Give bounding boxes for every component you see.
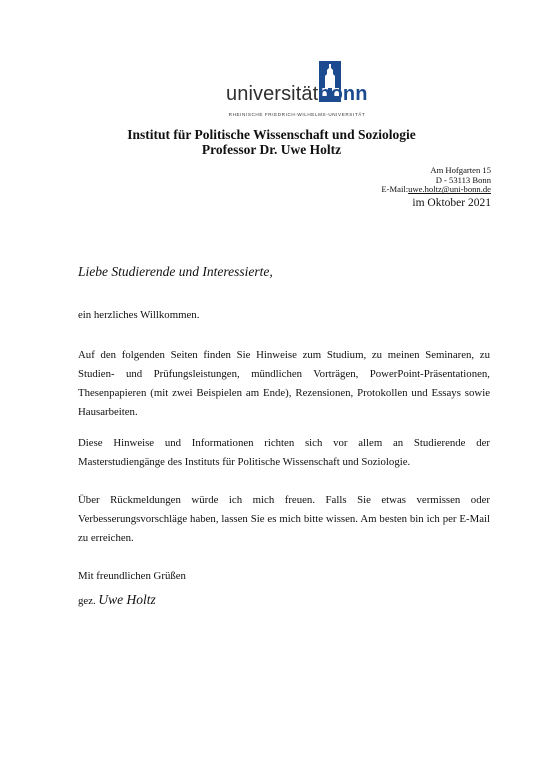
salutation: Liebe Studierende und Interessierte, [78,264,273,279]
email-label: E-Mail: [381,184,409,195]
letter-header [0,127,543,157]
logo-word-main: universität [226,83,319,105]
paragraph-overview: Auf den folgenden Seiten finden Sie Hinweise zum Studium, zu meinen Seminaren, zu Studien- und Prüfungsleistungen, mündlichen Vorträgen, PowerPoint-Präsentationen, Thesenpapieren (mit zwei Beispielen am Ende), Rezensionen, Protokollen und Essays sowie Hausarbeiten. [78,349,490,418]
email-link[interactable]: uwe.holtz@uni-bonn.de [408,184,491,195]
professor-name: Professor Dr. Uwe Holtz [201,142,342,157]
closing: Mit freundlichen Grüßen [78,570,186,582]
logo-word-accent: bonn [318,83,368,105]
logo-wordmark [226,84,368,104]
logo-subtitle: RHEINISCHE FRIEDRICH-WILHELMS-UNIVERSITÄT [228,112,366,117]
paragraph-audience: Diese Hinweise und Informationen richten sich vor allem an Studierende der Masterstudiengänge des Instituts für Politische Wissenschaft und Soziologie. [78,437,490,468]
paragraph-feedback: Über Rückmeldungen würde ich mich freuen. Falls Sie etwas vermissen oder Verbesserungsvorschläge haben, lassen Sie es mich bitte wissen. Am besten bin ich per E-Mail zu erreichen. [78,494,490,544]
address-street: Am Hofgarten 15 [430,165,491,175]
address-block [381,166,491,195]
signature-name: Uwe Holtz [98,592,156,607]
paragraph-welcome: ein herzliches Willkommen. [78,309,200,321]
institute-name: Institut für Politische Wissenschaft und Soziologie [127,127,416,142]
signature-prefix: gez. [78,595,96,607]
letter-date: im Oktober 2021 [412,197,491,209]
address-city: D - 53113 Bonn [435,174,491,185]
signature [78,592,156,608]
address-email-line [381,185,491,195]
